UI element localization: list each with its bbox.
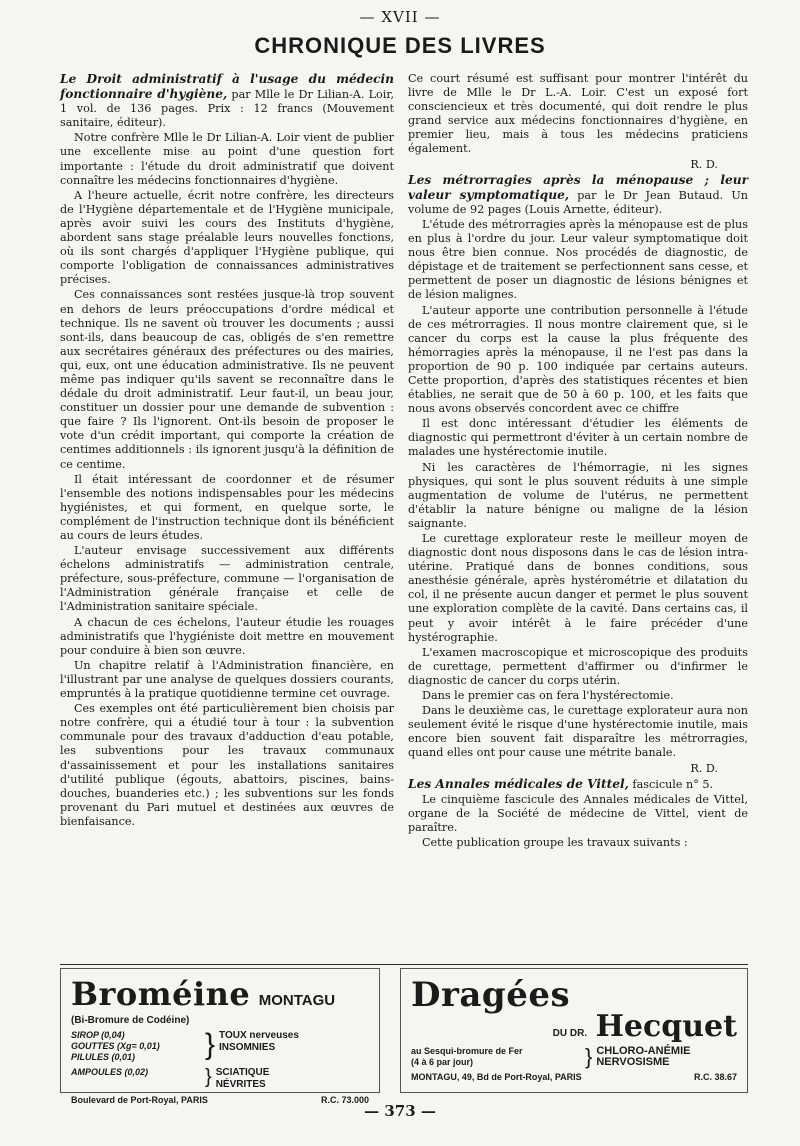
- bromeine-indications-2: SCIATIQUE NÉVRITES: [215, 1067, 270, 1090]
- bromeine-address: Boulevard de Port-Royal, PARIS: [71, 1095, 208, 1105]
- brace-icon: }: [205, 1066, 212, 1088]
- paragraph: Dans le premier cas on fera l'hystérectomie.: [422, 689, 674, 703]
- hecquet-ingredient: au Sesqui-bromure de Fer (4 à 6 par jour): [411, 1046, 523, 1067]
- paragraph: Il était intéressant de coordonner et de résumer l'ensemble des notions indispensables pour les médecins hygiénistes, et qui forment, en quelque sorte, le complément de l'instruction technique dont ils bénéficient au cours de leurs études.: [60, 472, 394, 542]
- book3-meta: fascicule n° 5.: [628, 777, 714, 791]
- signature: R. D.: [690, 157, 718, 171]
- bromeine-forms: SIROP (0,04) GOUTTES (Xg= 0,01) PILULES (0,01): [71, 1030, 160, 1062]
- hecquet-indications: CHLORO-ANÉMIE NERVOSISME: [596, 1045, 691, 1068]
- brace-icon: }: [585, 1044, 593, 1069]
- bromeine-advertisement: [60, 968, 380, 1105]
- brace-icon: }: [205, 1028, 216, 1061]
- paragraph: Le cinquième fascicule des Annales médicales de Vittel, organe de la Société de médecine de Vittel, vient de paraître.: [408, 792, 748, 834]
- paragraph: Notre confrère Mlle le Dr Lilian-A. Loir vient de publier une excellente mise au point d'une question fort importante : l'étude du droit administratif que doivent connaître les médecins fonctionnaires d'hygiène.: [60, 131, 394, 187]
- paragraph: A chacun de ces échelons, l'auteur étudie les rouages administratifs que l'hygiéniste doit mettre en mouvement pour conduire à bien son œuvre.: [60, 615, 394, 657]
- paragraph: L'étude des métrorragies après la ménopause est de plus en plus à l'ordre du jour. Leur valeur symptomatique doit nous être bien connue. Nos procédés de diagnostic, de dépistage et de traitement se perfectionnent sans cesse, et permettent de poser un diagnostic de lésions bénignes et de lésion malignes.: [408, 217, 748, 302]
- paragraph: Ni les caractères de l'hémorragie, ni les signes physiques, qui sont le plus souvent réduits à une simple augmentation de volume de l'utérus, ne permettent d'établir la nature bénigne ou maligne de la lésion saignante.: [408, 460, 748, 530]
- bromeine-ampoules: AMPOULES (0,02): [71, 1067, 149, 1077]
- hecquet-ingredient-row: [411, 1046, 737, 1068]
- paragraph: A l'heure actuelle, écrit notre confrère, les directeurs de l'Hygiène départementale et de l'Hygiène municipale, après avoir suivi les cours des Instituts d'hygiène, abordent sans stage préalable leurs nouvelles fonctions, où ils sont chargés d'appliquer l'Hygiène publique, qui comporte l'obligation de connaissances administratives précises.: [60, 188, 394, 287]
- paragraph: Ces exemples ont été particulièrement bien choisis par notre confrère, qui a étudié tour à tour : la subvention communale pour des travaux d'adduction d'eau potable, les subventions pour les travaux communaux d'assainissement et pour les installations sanitaires d'utilité publique (égouts, abattoirs, piscines, bains-douches, buanderies etc.) ; les subventions sur les fonds provenant du Pari mutuel et destinées aux œuvres de bienfaisance.: [60, 702, 394, 828]
- hecquet-advertisement: [400, 968, 748, 1093]
- roman-page-number: — XVII —: [359, 8, 441, 26]
- book1-heading: [60, 72, 394, 130]
- bromeine-indications-1: TOUX nerveuses INSOMNIES: [219, 1030, 299, 1053]
- book2-title: Les métrorragies après la ménopause ; leur valeur symptomatique,: [408, 172, 748, 202]
- paragraph: Le curettage explorateur reste le meilleur moyen de diagnostic dont nous disposons dans le cas de lésion intra-utérine. Pratiqué dans de bonnes conditions, sous anesthésie générale, après hystérométrie et dilatation du col, il ne présente aucun danger et permet le plus souvent une exploration complète de la cavité. Dans certains cas, il peut y avoir intérêt à le faire précéder d'une hystérographie.: [408, 532, 748, 644]
- book3-title: Les Annales médicales de Vittel,: [408, 776, 629, 791]
- du-dr-label: DU DR.: [552, 1028, 588, 1039]
- book3-heading: [408, 777, 748, 792]
- page-number: — 373 —: [364, 1102, 436, 1120]
- paragraph: Il est donc intéressant d'étudier les éléments de diagnostic qui permettront d'éviter à un certain nombre de malades une hystérectomie inutile.: [408, 417, 748, 459]
- signature: R. D.: [690, 761, 718, 775]
- book2-heading: [408, 173, 748, 217]
- paragraph: L'examen macroscopique et microscopique des produits de curettage, permettent d'affirmer ou d'infirmer le diagnostic de cancer du corps utérin.: [408, 645, 748, 687]
- book2-meta: par le Dr Jean Butaud. Un volume de 92 pages (Louis Arnette, éditeur).: [408, 188, 748, 216]
- paragraph: Dans le deuxième cas, le curettage explorateur aura non seulement évité le risque d'une hystérectomie inutile, mais encore bien souvent fait disparaître les métrorragies, quand elles ont pour cause une métrite banale.: [408, 704, 748, 760]
- bromeine-ampoules-row: [71, 1067, 369, 1091]
- hecquet-address: MONTAGU, 49, Bd de Port-Royal, PARIS: [411, 1072, 582, 1082]
- ad-divider: [60, 964, 748, 965]
- dragees-brand: Dragées: [411, 975, 571, 1015]
- paragraph: Cette publication groupe les travaux suivants :: [422, 835, 688, 849]
- hecquet-brand: Hecquet: [595, 1009, 737, 1044]
- book1-meta: par Mlle le Dr Lilian-A. Loir, 1 vol. de 136 pages. Prix : 12 francs (Mouvement sanitaire, éditeur).: [60, 88, 395, 130]
- paragraph: Ce court résumé est suffisant pour montrer l'intérêt du livre de Mlle le Dr L.-A. Loir. C'est un exposé fort consciencieux et très documenté, qui doit rendre le plus grand service aux médecins fonctionnaires d'hygiène, en premier lieu, mais à tous les médecins praticiens également.: [408, 72, 748, 156]
- montagu-label: MONTAGU: [258, 992, 336, 1009]
- book1-title: Le Droit administratif à l'usage du médecin fonctionnaire d'hygiène,: [60, 72, 394, 102]
- paragraph: Un chapitre relatif à l'Administration financière, en l'illustrant par une analyse de quelques dossiers courants, empruntés à la pratique quotidienne termine cet ouvrage.: [60, 658, 394, 701]
- right-column: [408, 72, 748, 952]
- bromeine-brand: Broméine: [71, 975, 251, 1013]
- bromeine-code: R.C. 73.000: [320, 1095, 369, 1105]
- paragraph: L'auteur apporte une contribution personnelle à l'étude de ces métrorragies. Il nous montre clairement que, si le cancer du corps est la cause la plus fréquente des hémorragies après la ménopause, il ne l'est pas dans la proportion de 90 p. 100 indiquée par certains auteurs. Cette proportion, d'après des statistiques récentes et bien établies, ne serait que de 50 à 60 p. 100, et les faits que nous avons observés concordent avec ce chiffre: [408, 303, 748, 416]
- hecquet-address-row: [411, 1072, 737, 1082]
- hecquet-code: R.C. 38.67: [693, 1072, 737, 1082]
- bromeine-subtitle: (Bi-Bromure de Codéine): [71, 1015, 190, 1026]
- paragraph: L'auteur envisage successivement aux différents échelons administratifs — administration centrale, préfecture, sous-préfecture, commune — l'organisation de l'Administration générale française et celle de l'Administration sanitaire spéciale.: [60, 544, 394, 614]
- bromeine-forms-row: [71, 1030, 369, 1063]
- page-title: CHRONIQUE DES LIVRES: [254, 33, 546, 58]
- paragraph: Ces connaissances sont restées jusque-là trop souvent en dehors de leurs préoccupations d'ordre médical et technique. Ils ne savent où trouver les documents ; aussi sont-ils, dans beaucoup de cas, obligés de s'en remettre aux secrétaires généraux des préfectures ou des mairies, qui, eux, ont une éducation administrative. Ils ne peuvent même pas indiquer qu'ils savent se reconnaître dans le dédale du droit administratif. Leur faut-il, un beau jour, constituer un dossier pour une demande de subvention : que faire ? Ils l'ignorent. Ont-ils besoin de proposer le vote d'un crédit important, qui comporte la création de centimes additionnels : ils ignorent jusqu'à la définition de ce centime.: [60, 288, 394, 471]
- left-column: [60, 72, 394, 952]
